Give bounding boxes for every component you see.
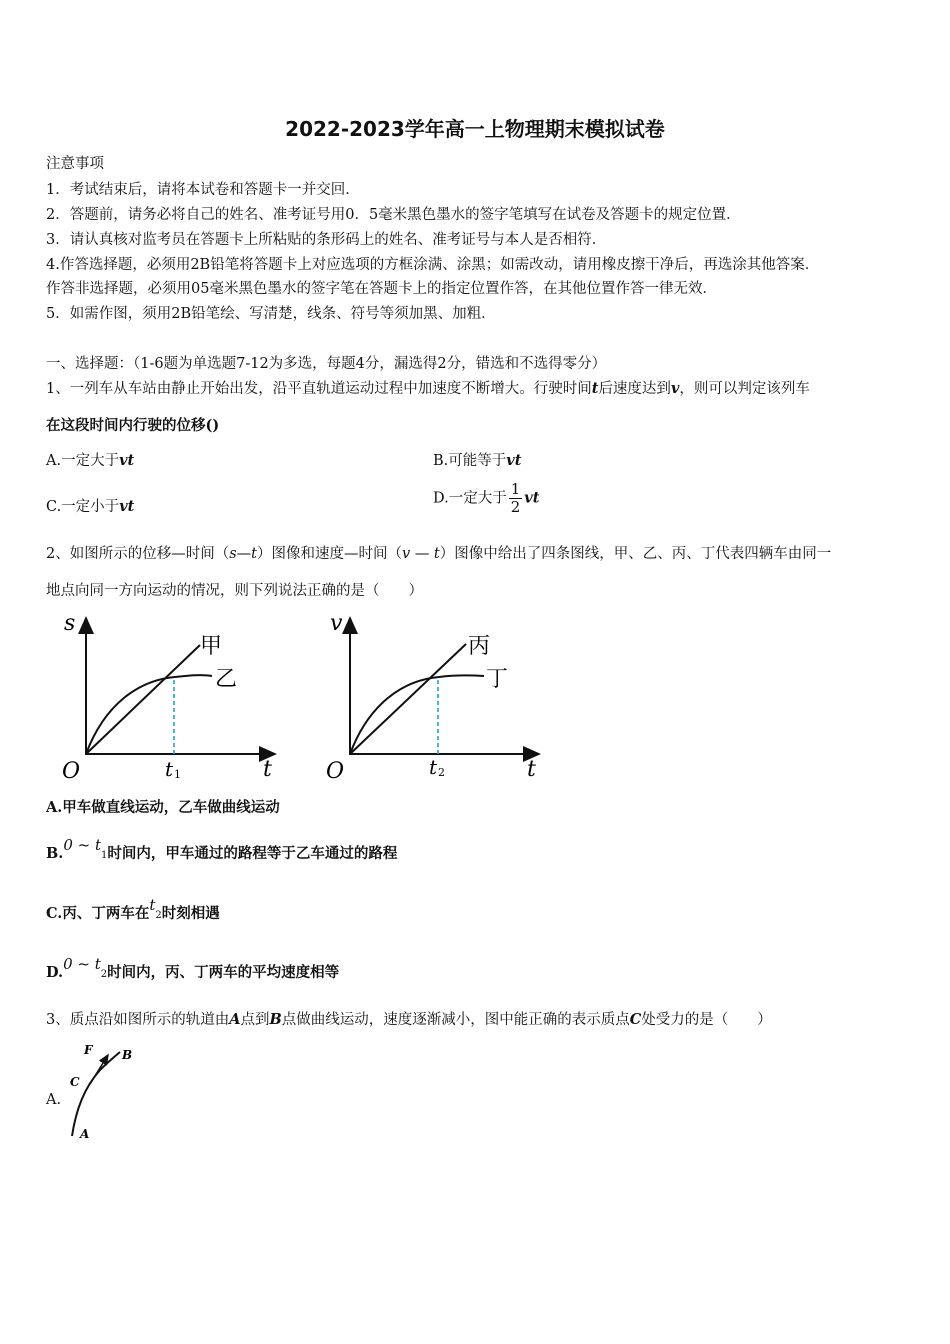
q1-fraction — [509, 481, 523, 516]
q3-label-b: B — [122, 1048, 133, 1062]
q2-option-d-sub: 2 — [100, 969, 108, 980]
q2-option-d-text: 时间内，丙、丁两车的平均速度相等 — [107, 964, 340, 981]
vt-label-ding: 丁 — [486, 667, 509, 692]
q3-point-a: A — [229, 1011, 241, 1028]
st-curve-yi — [86, 675, 212, 754]
q1-text-a: 1、一列车从车站由静止开始出发，沿平直轨道运动过程中加速度不断增大。行驶时间 — [46, 381, 592, 397]
q2-option-d-math: 0 ~ t — [63, 955, 101, 973]
q2-option-b-label: B. — [46, 845, 64, 862]
q1-option-d-label: D.一定大于 — [433, 490, 507, 507]
fraction-numerator: 1 — [510, 480, 521, 498]
q3-force-arrow — [90, 1055, 108, 1084]
q3-text-b: 点到 — [240, 1012, 270, 1028]
q3-label-c: C — [70, 1075, 80, 1089]
notice-item-6: 5．如需作图，须用2B铅笔绘、写清楚，线条、符号等须加黑、加粗． — [46, 306, 496, 322]
q2-option-b — [46, 836, 398, 863]
st-label-yi: 乙 — [215, 667, 238, 692]
q3-text-a: 3、质点沿如图所示的轨道由 — [46, 1012, 230, 1028]
q2-option-b-sub: 1 — [101, 850, 108, 861]
q3-text-d: 处受力的是（ ） — [641, 1012, 772, 1028]
q2-option-b-math: 0 ~ t — [63, 836, 101, 854]
q2-option-c-text: 时刻相遇 — [161, 905, 220, 922]
q1-option-a-label: A.一定大于 — [46, 453, 120, 469]
st-label-jia: 甲 — [200, 634, 223, 659]
q3-stem — [46, 1008, 772, 1029]
st-line-jia — [86, 645, 200, 754]
section-heading: 一、选择题：（1-6题为单选题7-12为多选，每题4分，漏选得2分，错选和不选得零分） — [46, 356, 607, 372]
q2-text-b: ）图像和速度—时间（ — [257, 546, 403, 562]
q2-text-a: 2、如图所示的位移—时间（ — [46, 546, 230, 562]
q1-option-a-vt: vt — [119, 452, 135, 469]
notice-heading: 注意事项 — [46, 156, 104, 172]
q1-text-b: 后速度达到 — [598, 381, 671, 397]
notice-item-1: 1．考试结束后，请将本试卷和答题卡一并交回． — [46, 182, 360, 198]
st-x-label: t — [263, 757, 272, 782]
q3-text-c: 点做曲线运动，速度逐渐减小，图中能正确的表示质点 — [281, 1012, 630, 1028]
q3-option-a-figure — [62, 1040, 142, 1145]
q3-label-a: A — [80, 1127, 90, 1141]
q3-option-a-label: A. — [46, 1092, 62, 1108]
q3-point-b: B — [269, 1011, 282, 1028]
q1-var-t: t — [591, 380, 599, 397]
st-origin: O — [62, 759, 81, 783]
fraction-denominator: 2 — [510, 498, 521, 516]
q1-var-v: v — [670, 380, 680, 397]
q1-text-c: ，则可以判定该列车 — [679, 381, 810, 397]
vt-y-label: v — [330, 611, 343, 636]
q2-option-b-text: 时间内，甲车通过的路程等于乙车通过的路程 — [107, 845, 398, 862]
notice-item-5: 作答非选择题，必须用05毫米黑色墨水的签字笔在答题卡上的指定位置作答，在其他位置作答一律无效． — [46, 281, 717, 297]
q1-option-a — [46, 449, 134, 470]
q2-stem-line1 — [46, 542, 831, 563]
q3-label-f: F — [84, 1043, 93, 1057]
notice-item-2: 2．答题前，请务必将自己的姓名、准考证号用0．5毫米黑色墨水的签字笔填写在试卷及答题卡的规定位置． — [46, 207, 741, 223]
st-tick-t: t — [165, 757, 174, 781]
q1-option-d-vt: vt — [524, 489, 540, 507]
vt-curve-ding — [350, 675, 484, 754]
vt-label-bing: 丙 — [468, 634, 491, 659]
vt-tick-t: t — [429, 755, 438, 779]
q1-option-c-label: C.一定小于 — [46, 499, 120, 515]
q1-option-b-vt: vt — [506, 452, 522, 469]
q1-option-b — [433, 449, 521, 470]
vt-line-bing — [350, 644, 466, 754]
q2-option-a: A.甲车做直线运动，乙车做曲线运动 — [46, 799, 280, 816]
q2-option-c-label: C.丙、丁两车在 — [46, 905, 150, 922]
q2-stem-line2: 地点向同一方向运动的情况，则下列说法正确的是（ ） — [46, 583, 423, 599]
q1-stem-line1 — [46, 377, 810, 398]
q2-math-st: s—t — [229, 546, 258, 562]
st-tick-sub: 1 — [174, 768, 181, 781]
q2-option-d — [46, 955, 340, 982]
q2-option-c — [46, 896, 220, 923]
q3-point-c: C — [629, 1011, 642, 1028]
q1-option-c-vt: vt — [119, 498, 135, 515]
vt-graph — [324, 608, 554, 783]
q2-option-d-label: D. — [46, 964, 64, 981]
notice-item-4: 4.作答选择题，必须用2B铅笔将答题卡上对应选项的方框涂满、涂黑；如需改动，请用橡皮擦干净后，再选涂其他答案． — [46, 257, 820, 273]
page-title: 2022-2023学年高一上物理期末模拟试卷 — [285, 117, 665, 141]
q2-math-vt: v — t — [402, 546, 440, 562]
q1-option-b-label: B.可能等于 — [433, 453, 507, 469]
vt-x-label: t — [527, 757, 536, 782]
notice-item-3: 3．请认真核对监考员在答题卡上所粘贴的条形码上的姓名、准考证号与本人是否相符． — [46, 232, 607, 248]
st-graph — [60, 608, 290, 783]
q1-option-d — [433, 481, 539, 516]
q2-text-c: ）图像中给出了四条图线，甲、乙、丙、丁代表四辆车由同一 — [439, 546, 832, 562]
q1-stem-line2: 在这段时间内行驶的位移() — [46, 417, 220, 434]
vt-tick-sub: 2 — [438, 766, 445, 779]
q2-option-c-sub: 2 — [155, 910, 162, 921]
st-y-label: s — [64, 611, 76, 636]
q1-option-c — [46, 495, 134, 516]
q3-trajectory — [72, 1052, 120, 1136]
q2-option-c-math: t — [149, 896, 156, 914]
vt-origin: O — [326, 759, 345, 783]
